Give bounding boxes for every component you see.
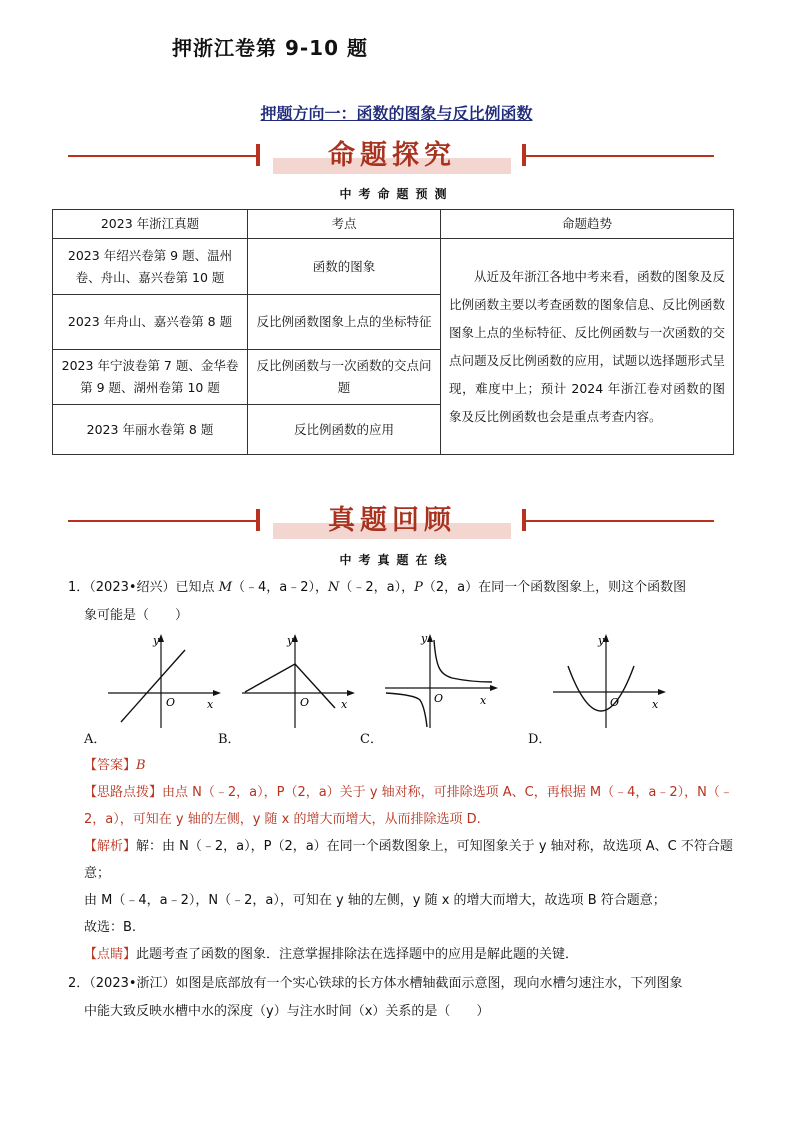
- banner-subtitle: 中考真题在线: [339, 553, 454, 567]
- hint-tag: 【思路点拨】: [84, 785, 163, 800]
- x-axis-label: x: [480, 694, 487, 707]
- table-cell-exam: 2023 年宁波卷第 7 题、金华卷第 9 题、湖州卷第 10 题: [53, 350, 248, 405]
- table-row: [53, 239, 734, 295]
- exam-table: [52, 209, 734, 455]
- hint-line: [84, 779, 736, 833]
- x-axis-arrow: [213, 690, 221, 696]
- question-2-line-1: [68, 970, 736, 998]
- answer-tag: 【答案】: [84, 758, 137, 773]
- table-header: 考点: [248, 210, 441, 239]
- y-axis-arrow: [427, 634, 433, 642]
- table-cell-exam: 2023 年丽水卷第 8 题: [53, 405, 248, 455]
- banner-line-right: [526, 520, 714, 522]
- question-source: （2023•浙江）: [89, 976, 176, 991]
- banner-line-left: [68, 155, 256, 157]
- hint-text: 由点 N（﹣2，a），P（2，a）关于 y 轴对称，可排除选项 A、C，再根据 M（﹣4，a﹣2），N（﹣2，a），可知在 y 轴的左侧，y 随 x 的增大而增大，从而排除选项 D.: [84, 785, 733, 827]
- function-line: [245, 664, 335, 708]
- question-number: 2．: [68, 976, 90, 991]
- analysis-line: [84, 833, 736, 887]
- x-axis-label: x: [652, 698, 659, 711]
- parabola: [568, 666, 634, 711]
- section-banner-proposition: [68, 138, 714, 174]
- table-cell-point: 函数的图象: [248, 239, 441, 295]
- coords-text: （﹣2，a），: [339, 580, 415, 595]
- table-cell-point: 反比例函数的应用: [248, 405, 441, 455]
- question-source: （2023•绍兴）: [89, 580, 176, 595]
- question-text: 已知点: [175, 580, 219, 595]
- hyperbola-branch-right: [434, 640, 492, 682]
- y-axis-label: y: [287, 634, 294, 647]
- comment-line: [84, 941, 736, 968]
- banner-tick-left: [256, 144, 260, 166]
- table-header-row: [53, 210, 734, 239]
- origin-label: O: [434, 692, 444, 705]
- analysis-text-3: 故选：B.: [84, 920, 137, 935]
- question-2: [68, 970, 736, 1026]
- banner-title: 真题回顾: [328, 505, 456, 536]
- x-axis-arrow: [490, 685, 498, 691]
- y-axis-label: y: [421, 632, 428, 645]
- answer-value: B: [136, 758, 146, 773]
- option-c-graph: [380, 628, 500, 728]
- section-banner-review: [68, 503, 714, 539]
- table-cell-point: 反比例函数与一次函数的交点问题: [248, 350, 441, 405]
- page-title: 押浙江卷第 9-10 题: [172, 36, 368, 60]
- comment-tag: 【点睛】: [84, 947, 137, 962]
- option-d-graph: [548, 628, 668, 728]
- table-header: 2023 年浙江真题: [53, 210, 248, 239]
- table-cell-exam: 2023 年绍兴卷第 9 题、温州卷、舟山、嘉兴卷第 10 题: [53, 239, 248, 295]
- banner-tick-left: [256, 509, 260, 531]
- banner-line-left: [68, 520, 256, 522]
- question-1-line-1: [68, 574, 736, 602]
- table-cell-trend: 从近及年浙江各地中考来看，函数的图象及反比例函数主要以考查函数的图象信息、反比例函数图象上点的坐标特征、反比例函数与一次函数的交点问题及反比例函数的应用，试题以选择题形式呈现，难度中上；预计 2024 年浙江卷对函数的图象及反比例函数也会是重点考查内容。: [441, 239, 734, 455]
- point-label: P: [414, 580, 423, 595]
- x-axis-label: x: [207, 698, 214, 711]
- point-label: M: [218, 580, 232, 595]
- origin-label: O: [166, 696, 176, 709]
- question-text: 如图是底部放有一个实心铁球的长方体水槽轴截面示意图，现向水槽匀速注水，下列图象: [175, 976, 683, 991]
- analysis-text-2: 由 M（﹣4，a﹣2），N（﹣2，a），可知在 y 轴的左侧，y 随 x 的增大而增大，故选项 B 符合题意；: [84, 893, 666, 908]
- option-a-label[interactable]: A．: [84, 732, 107, 747]
- coords-text: （2，a）: [422, 580, 479, 595]
- option-b-label[interactable]: B．: [218, 732, 241, 747]
- banner-title: 命题探究: [328, 140, 456, 171]
- question-1: [68, 574, 736, 630]
- y-axis-label: y: [153, 634, 160, 647]
- table-cell-point: 反比例函数图象上点的坐标特征: [248, 295, 441, 350]
- hyperbola-branch-left: [386, 693, 427, 727]
- question-text: 中能大致反映水槽中水的深度（y）与注水时间（x）关系的是（ ）: [84, 1004, 490, 1019]
- question-number: 1．: [68, 580, 90, 595]
- table-header: 命题趋势: [441, 210, 734, 239]
- question-text: 在同一个函数图象上，则这个函数图: [478, 580, 687, 595]
- direction-heading[interactable]: 押题方向一：函数的图象与反比例函数: [260, 104, 533, 123]
- analysis-text-1: 解：由 N（﹣2，a），P（2，a）在同一个函数图象上，可知图象关于 y 轴对称，故选项 A、C 不符合题意；: [84, 839, 733, 881]
- function-line: [121, 650, 185, 722]
- point-label: N: [328, 580, 340, 595]
- question-text: 象可能是（ ）: [84, 608, 189, 623]
- x-axis-arrow: [347, 690, 355, 696]
- y-axis-label: y: [598, 634, 605, 647]
- table-cell-exam: 2023 年舟山、嘉兴卷第 8 题: [53, 295, 248, 350]
- origin-label: O: [300, 696, 310, 709]
- option-b-graph: [237, 628, 357, 728]
- x-axis-label: x: [341, 698, 348, 711]
- answer-line: [84, 752, 736, 779]
- origin-label: O: [610, 696, 620, 709]
- coords-text: （﹣4，a﹣2），: [232, 580, 329, 595]
- option-a-graph: [103, 628, 223, 728]
- banner-line-right: [526, 155, 714, 157]
- comment-text: 此题考查了函数的图象．注意掌握排除法在选择题中的应用是解此题的关键．: [136, 947, 579, 962]
- option-d-label[interactable]: D．: [528, 732, 552, 747]
- banner-subtitle: 中考命题预测: [339, 187, 454, 201]
- x-axis-arrow: [658, 689, 666, 695]
- solution-block: [84, 752, 736, 968]
- analysis-tag: 【解析】: [84, 839, 137, 854]
- option-c-label[interactable]: C．: [360, 732, 383, 747]
